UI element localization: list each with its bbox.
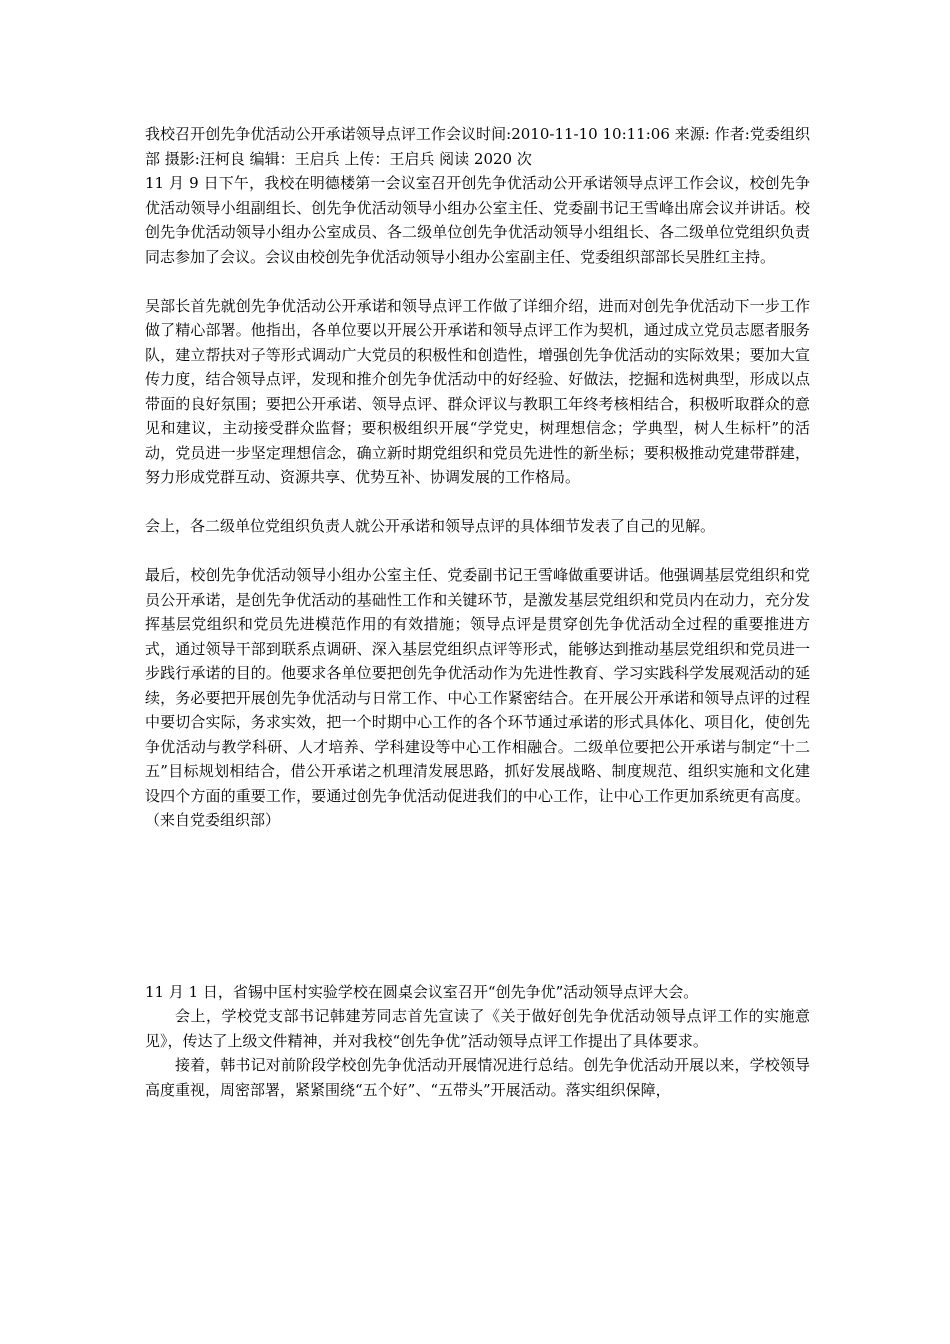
paragraph: 最后，校创先争优活动领导小组办公室主任、党委副书记王雪峰做重要讲话。他强调基层党组织和党员公开承诺，是创先争优活动的基础性工作和关键环节，是激发基层党组织和党员内在动力，充分发挥基层党组织和党员先进模范作用的有效措施；领导点评是贯穿创先争优活动全过程的重要推进方式，通过领导干部到联系点调研、深入基层党组织点评等形式，能够达到推动基层党组织和党员进一步践行承诺的目的。他要求各单位要把创先争优活动作为先进性教育、学习实践科学发展观活动的延续，务必要把开展创先争优活动与日常工作、中心工作紧密结合。在开展公开承诺和领导点评的过程中要切合实际，务求实效，把一个时期中心工作的各个环节通过承诺的形式具体化、项目化，使创先争优活动与教学科研、人才培养、学科建设等中心工作相融合。二级单位要把公开承诺与制定“十二五”目标规划相结合，借公开承诺之机理清发展思路，抓好发展战略、制度规范、组织实施和文化建设四个方面的重要工作，要通过创先争优活动促进我们的中心工作，让中心工作更加系统更有高度。（来自党委组织部） <box>145 566 810 829</box>
paragraph-spacer <box>145 539 810 564</box>
article-header: 我校召开创先争优活动公开承诺领导点评工作会议时间:2010-11-10 10:11:06 来源: 作者:党委组织部 摄影:汪柯良 编辑：王启兵 上传：王启兵 阅读 2020 次 <box>145 125 810 168</box>
paragraph: 吴部长首先就创先争优活动公开承诺和领导点评工作做了详细介绍，进而对创先争优活动下一步工作做了精心部署。他指出，各单位要以开展公开承诺和领导点评工作为契机，通过成立党员志愿者服务队，建立帮扶对子等形式调动广大党员的积极性和创造性，增强创先争优活动的实际效果；要加大宣传力度，结合领导点评，发现和推介创先争优活动中的好经验、好做法，挖掘和选树典型，形成以点带面的良好氛围；要把公开承诺、领导点评、群众评议与教职工年终考核相结合，积极听取群众的意见和建议，主动接受群众监督；要积极组织开展“学党史，树理想信念；学典型，树人生标杆”的活动，党员进一步坚定理想信念，确立新时期党组织和党员先进性的新坐标；要积极推动党建带群建，努力形成党群互动、资源共享、优势互补、协调发展的工作格局。 <box>145 296 810 486</box>
paragraph: 会上，各二级单位党组织负责人就公开承诺和领导点评的具体细节发表了自己的见解。 <box>145 517 716 535</box>
section-spacer <box>145 833 810 980</box>
paragraph-spacer <box>145 269 810 294</box>
paragraph: 11 月 1 日，省锡中匡村实验学校在圆桌会议室召开“创先争优”活动领导点评大会。 <box>145 982 699 1001</box>
paragraph-spacer <box>145 490 810 515</box>
paragraph: 11 月 9 日下午，我校在明德楼第一会议室召开创先争优活动公开承诺领导点评工作会议，校创先争优活动领导小组副组长、创先争优活动领导小组办公室主任、党委副书记王雪峰出席会议并讲话。校创先争优活动领导小组办公室成员、各二级单位创先争优活动领导小组组长、各二级单位党组织负责同志参加了会议。会议由校创先争优活动领导小组办公室副主任、党委组织部部长吴胜红主持。 <box>145 174 810 266</box>
document-body <box>145 122 810 1102</box>
paragraph: 接着，韩书记对前阶段学校创先争优活动开展情况进行总结。创先争优活动开展以来，学校领导高度重视，周密部署，紧紧围绕“五个好”、“五带头”开展活动。落实组织保障， <box>145 1056 810 1099</box>
paragraph: 会上，学校党支部书记韩建芳同志首先宣读了《关于做好创先争优活动领导点评工作的实施意见》，传达了上级文件精神，并对我校“创先争优”活动领导点评工作提出了具体要求。 <box>145 1007 810 1050</box>
